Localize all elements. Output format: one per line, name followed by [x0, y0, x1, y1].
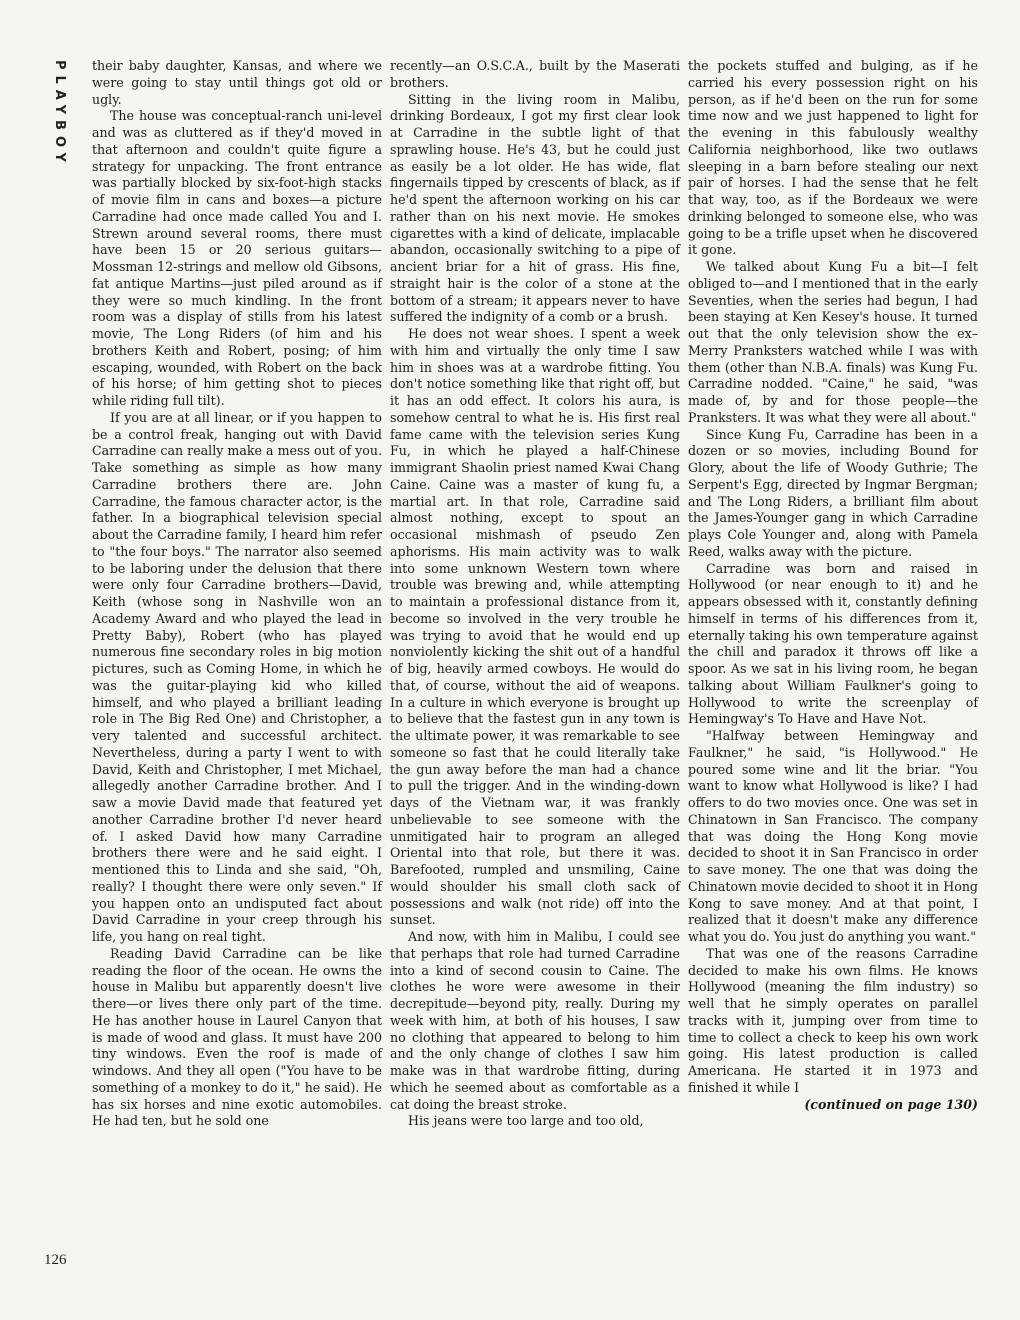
page-number: 126: [44, 1252, 67, 1268]
paragraph: If you are at all linear, or if you happen to be a control freak, hanging out with David Carradine can really make a mess out of you. Take something as simple as how many Carradine brothers there are. John Carradine, the famous character actor, is the father. In a biographical television special about the Carradine family, I heard him refer to "the four boys." The narrator also seemed to be laboring under the delusion that there were only four Carradine brothers—David, Keith (whose song in Nashville won an Academy Award and who played the lead in Pretty Baby), Robert (who has played numerous fine secondary roles in big motion pictures, such as Coming Home, in which he was the guitar-playing kid who killed himself, and who played a brilliant leading role in The Big Red One) and Christopher, a very talented and successful architect. Nevertheless, during a party I went to with David, Keith and Christopher, I met Michael, allegedly another Carradine brother. And I saw a movie David made that featured yet another Carradine brother I'd never heard of. I asked David how many Carradine brothers there were and he said eight. I mentioned this to Linda and she said, "Oh, really? I thought there were only seven." If you happen onto an undisputed fact about David Carradine in your creep through his life, you hang on real tight.: [92, 409, 382, 944]
paragraph: their baby daughter, Kansas, and where we were going to stay until things got old or ugly.: [92, 58, 382, 107]
paragraph: Reading David Carradine can be like reading the floor of the ocean. He owns the house in Malibu but apparently doesn't live there—or lives there only part of the time. He has another house in Laurel Canyon that is made of wood and glass. It must have 200 tiny windows. Even the roof is made of windows. And they all open ("You have to be something of a monkey to do it," he said). He has six horses and nine exotic automobiles. He had ten, but he sold one: [92, 945, 382, 1129]
paragraph: We talked about Kung Fu a bit—I felt obliged to—and I mentioned that in the early Seventies, when the series had begun, I had been staying at Ken Kesey's house. It turned out that the only television show the ex–Merry Pranksters watched while I was with them (other than N.B.A. finals) was Kung Fu. Carradine nodded. "Caine," he said, "was made of, by and for those people—the Pranksters. It was what they were all about.": [688, 259, 978, 425]
paragraph: Carradine was born and raised in Hollywood (or near enough to it) and he appears obsessed with it, constantly defining himself in terms of his differences from it, eternally taking his own temperature against the chill and paradox it throws off like a spoor. As we sat in his living room, he began talking about William Faulkner's going to Hollywood to write the screenplay of Hemingway's To Have and Have Not.: [688, 560, 978, 727]
paragraph: The house was conceptual-ranch uni-level and was as cluttered as if they'd moved in that afternoon and couldn't quite figure a strategy for unpacking. The front entrance was partially blocked by six-foot-high stacks of movie film in cans and boxes—a picture Carradine had once made called You and I. Strewn around several rooms, there must have been 15 or 20 serious guitars—Mossman 12-strings and mellow old Gibsons, fat antique Martins—just piled around as if they were so much kindling. In the front room was a display of stills from his latest movie, The Long Riders (of him and his brothers Keith and Robert, posing; of him escaping, wounded, with Robert on the back of his horse; of him getting shot to pieces while riding full tilt).: [92, 108, 382, 408]
paragraph: the pockets stuffed and bulging, as if he carried his every possession right on his person, as if he'd been on the run for some time now and we just happened to light for the evening in this fabulously wealthy California neighborhood, like two outlaws sleeping in a barn before stealing our next pair of horses. I had the sense that he felt that way, too, as if the Bordeaux we were drinking belonged to someone else, who was going to be a trifle upset when he discovered it gone.: [688, 58, 978, 258]
paragraph: And now, with him in Malibu, I could see that perhaps that role had turned Carradine into a kind of second cousin to Caine. The clothes he wore were awesome in their decrepitude—beyond pity, really. During my week with him, at both of his houses, I saw no clothing that appeared to belong to him and the only change of clothes I saw him make was in that wardrobe fitting, during which he seemed about as comfortable as a cat doing the breast stroke.: [390, 929, 680, 1112]
continued-note: (continued on page 130): [804, 1096, 978, 1112]
paragraph: recently—an O.S.C.A., built by the Maserati brothers.: [390, 58, 680, 90]
paragraph: His jeans were too large and too old,: [408, 1113, 644, 1129]
paragraph: That was one of the reasons Carradine decided to make his own films. He knows Hollywood (meaning the film industry) so well that he simply operates on parallel tracks with it, jumping over from time to time to collect a check to keep his own work going. His latest production is called Americana. He started it in 1973 and finished it while I: [688, 945, 978, 1095]
text-column-1: [92, 58, 382, 1130]
paragraph: He does not wear shoes. I spent a week with him and virtually the only time I saw him in shoes was at a wardrobe fitting. You don't notice something like that right off, but it has an odd effect. It colors his aura, is somehow central to what he is. His first real fame came with the television series Kung Fu, in which he played a half-Chinese immigrant Shaolin priest named Kwai Chang Caine. Caine was a master of kung fu, a martial art. In that role, Carradine said almost nothing, except to spout an occasional mishmash of pseudo Zen aphorisms. His main activity was to walk into some unknown Western town where trouble was brewing and, while attempting to maintain a professional distance from it, become so involved in the very trouble he was trying to avoid that he would end up nonviolently kicking the shit out of a handful of big, heavily armed cowboys. He would do that, of course, without the aid of weapons. In a culture in which everyone is brought up to believe that the fastest gun in any town is the ultimate power, it was remarkable to see someone so fast that he could literally take the gun away before the man had a chance to pull the trigger. And in the winding-down days of the Vietnam war, it was frankly unbelievable to see someone with the unmitigated hair to program an alleged Oriental into that role, but there it was. Barefooted, rumpled and unsmiling, Caine would shoulder his small cloth sack of possessions and walk (not ride) off into the sunset.: [390, 326, 680, 928]
text-column-2: [390, 58, 680, 1130]
paragraph: "Halfway between Hemingway and Faulkner," he said, "is Hollywood." He poured some wine and lit the briar. "You want to know what Hollywood is like? I had offers to do two movies once. One was set in Chinatown in San Francisco. The company that was doing the Hong Kong movie decided to shoot it in San Francisco in order to save money. The one that was doing the Chinatown movie decided to shoot it in Hong Kong to save money. And at that point, I realized that it doesn't make any difference what you do. You just do anything you want.": [688, 728, 978, 944]
magazine-label: PLAYBOY: [52, 60, 67, 168]
paragraph: Since Kung Fu, Carradine has been in a dozen or so movies, including Bound for Glory, about the life of Woody Guthrie; The Serpent's Egg, directed by Ingmar Bergman; and The Long Riders, a brilliant film about the James-Younger gang in which Carradine plays Cole Younger and, along with Pamela Reed, walks away with the picture.: [688, 426, 978, 559]
text-column-3: [688, 58, 978, 1113]
paragraph: Sitting in the living room in Malibu, drinking Bordeaux, I got my first clear look at Carradine in the subtle light of that sprawling house. He's 43, but he could just as easily be a lot older. He has wide, flat fingernails tipped by crescents of black, as if he'd spent the afternoon working on his car rather than on his next movie. He smokes cigarettes with a kind of delicate, implacable abandon, occasionally switching to a pipe of ancient briar for a hit of grass. His fine, straight hair is the color of a stone at the bottom of a stream; it appears never to have suffered the indignity of a comb or a brush.: [390, 91, 680, 325]
